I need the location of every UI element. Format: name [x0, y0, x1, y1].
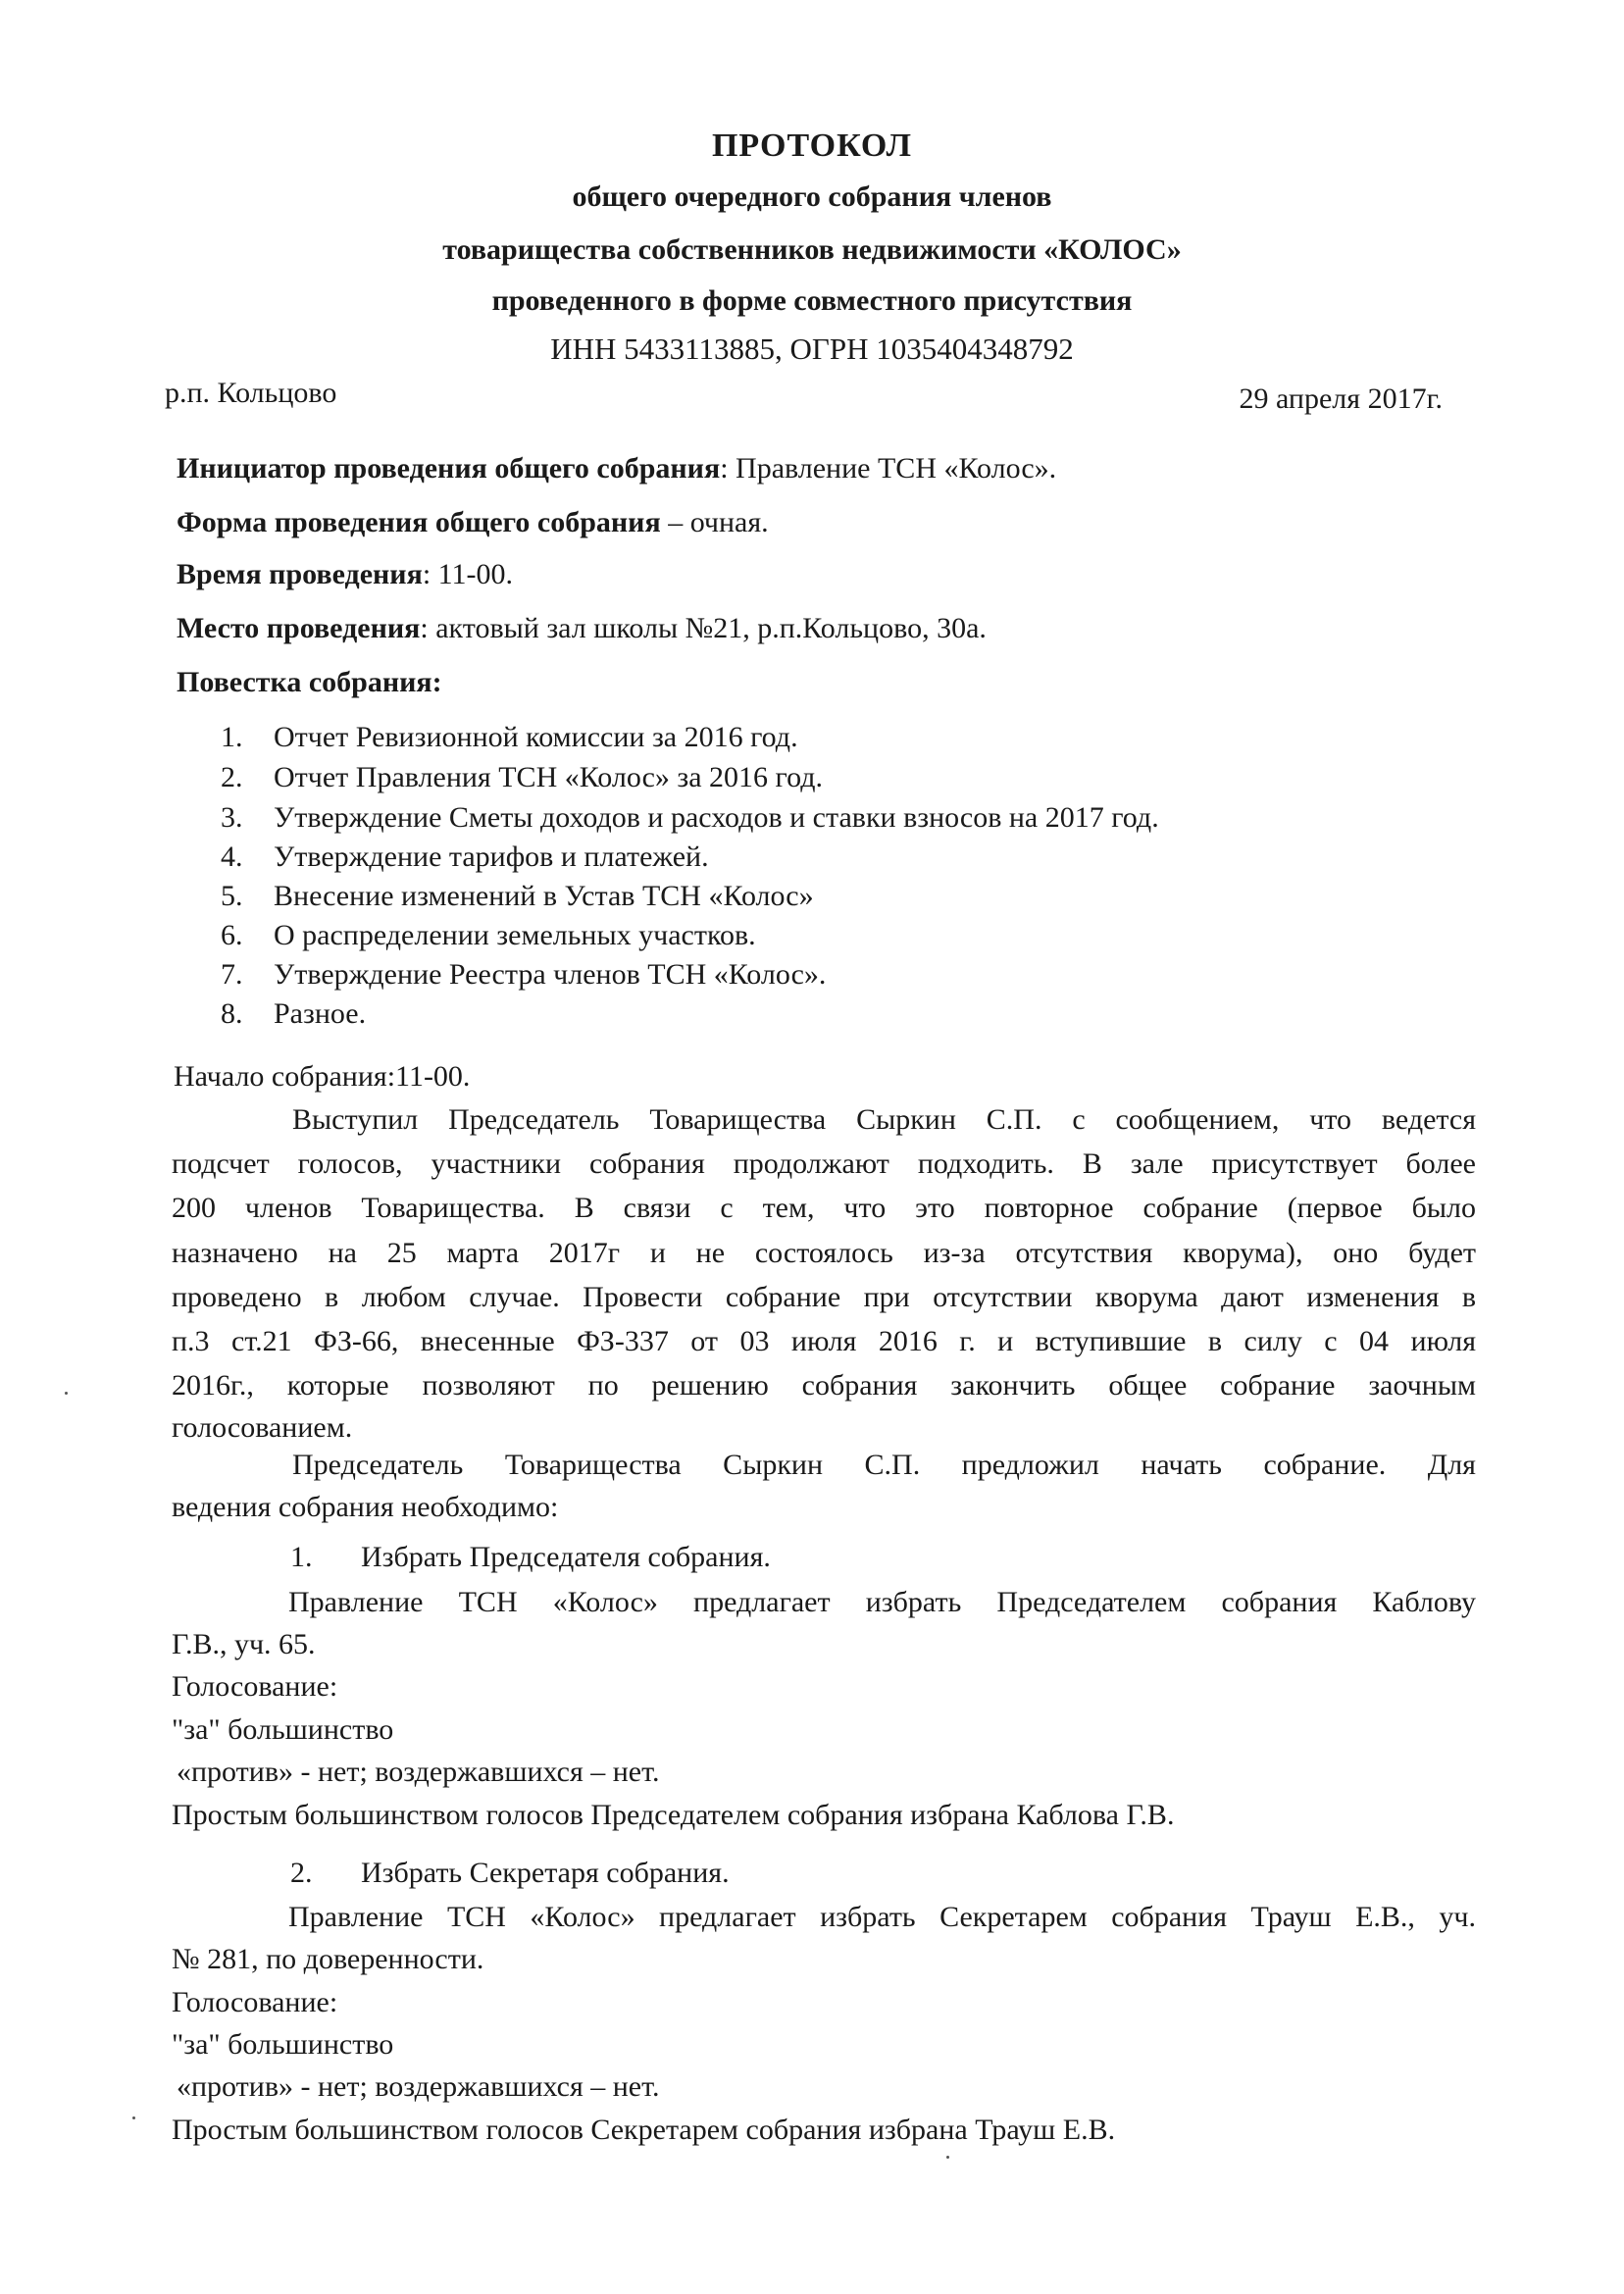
agenda-item-num: 2. — [221, 761, 243, 793]
item1-result: Простым большинством голосов Председателем собрания избрана Каблова Г.В. — [172, 1799, 1175, 1831]
item2-voting: Голосование: — [172, 1986, 338, 2018]
agenda-item-num: 6. — [221, 919, 243, 951]
item1-vote-against: «против» - нет; воздержавшихся – нет. — [177, 1756, 660, 1788]
place: р.п. Кольцово — [165, 377, 337, 409]
agenda-item-num: 3. — [221, 801, 243, 834]
title-line-2: товарищества собственников недвижимости «КОЛОС» — [442, 233, 1182, 266]
agenda-item-num: 4. — [221, 841, 243, 873]
para1-line: 200 членов Товарищества. В связи с тем, что это повторное собрание (первое было — [172, 1192, 1476, 1224]
location-field — [177, 612, 987, 645]
agenda-item-num: 8. — [221, 997, 243, 1030]
meeting-start: Начало собрания:11-00. — [174, 1060, 471, 1093]
location-label: Место проведения — [177, 612, 421, 644]
para1-line: Выступил Председатель Товарищества Сыркин С.П. с сообщением, что ведется — [292, 1103, 1476, 1136]
item2-proposal-line: № 281, по доверенности. — [172, 1943, 484, 1975]
initiator-field — [177, 452, 1056, 485]
agenda-item-text: Утверждение тарифов и платежей. — [274, 841, 709, 873]
agenda-item — [221, 919, 756, 952]
agenda-item-text: Утверждение Сметы доходов и расходов и ставки взносов на 2017 год. — [274, 801, 1159, 834]
initiator-value: : Правление ТСН «Колос». — [720, 452, 1057, 484]
item2-title: Избрать Секретаря собрания. — [361, 1857, 730, 1889]
item2-vote-for: "за" большинство — [172, 2028, 394, 2061]
para1-line: голосованием. — [172, 1411, 353, 1444]
agenda-item — [221, 761, 823, 794]
location-value: : актовый зал школы №21, р.п.Кольцово, 30а. — [420, 612, 987, 644]
time-value: : 11-00. — [422, 558, 514, 590]
agenda-item-num: 7. — [221, 958, 243, 991]
item1-voting: Голосование: — [172, 1670, 338, 1703]
agenda-label: Повестка собрания: — [177, 666, 442, 698]
item1-vote-for: "за" большинство — [172, 1713, 394, 1746]
agenda-item-text: Отчет Правления ТСН «Колос» за 2016 год. — [274, 761, 824, 793]
initiator-label: Инициатор проведения общего собрания — [177, 452, 721, 484]
item1-proposal-line: Г.В., уч. 65. — [172, 1628, 316, 1660]
inn-ogrn: ИНН 5433113885, ОГРН 1035404348792 — [550, 331, 1074, 366]
agenda-item-text: Утверждение Реестра членов ТСН «Колос». — [274, 958, 827, 991]
title-line-3: проведенного в форме совместного присутствия — [491, 284, 1133, 317]
agenda-item-text: Разное. — [274, 997, 367, 1030]
agenda-item-text: Отчет Ревизионной комиссии за 2016 год. — [274, 721, 798, 753]
document-title: ПРОТОКОЛ — [711, 127, 913, 164]
para2-line: ведения собрания необходимо: — [172, 1491, 559, 1523]
para1-line: назначено на 25 марта 2017г и не состоялось из-за отсутствия кворума), оно будет — [172, 1237, 1476, 1269]
scan-speck — [132, 2116, 135, 2119]
agenda-item-num: 1. — [221, 721, 243, 753]
time-field — [177, 558, 513, 591]
para1-line: подсчет голосов, участники собрания продолжают подходить. В зале присутствует более — [172, 1147, 1476, 1180]
agenda-item-num: 5. — [221, 880, 243, 912]
agenda-item — [221, 958, 826, 992]
agenda-heading — [177, 666, 442, 699]
agenda-item — [221, 880, 814, 913]
scan-speck — [946, 2156, 949, 2159]
item2-num: 2. — [290, 1857, 313, 1889]
time-label: Время проведения — [177, 558, 423, 590]
para1-line: проведено в любом случае. Провести собрание при отсутствии кворума дают изменения в — [172, 1281, 1476, 1313]
date: 29 апреля 2017г. — [1239, 382, 1443, 415]
para1-line: п.3 ст.21 ФЗ-66, внесенные ФЗ-337 от 03 июля 2016 г. и вступившие в силу с 04 июля — [172, 1325, 1476, 1357]
item1-proposal-line: Правление ТСН «Колос» предлагает избрать Председателем собрания Каблову — [288, 1586, 1476, 1618]
item1-title: Избрать Председателя собрания. — [361, 1541, 771, 1573]
agenda-item — [221, 997, 366, 1031]
agenda-item — [221, 841, 709, 874]
item2-result: Простым большинством голосов Секретарем собрания избрана Трауш Е.В. — [172, 2114, 1116, 2146]
para1-line: 2016г., которые позволяют по решению собрания закончить общее собрание заочным — [172, 1369, 1476, 1402]
form-label: Форма проведения общего собрания — [177, 506, 661, 538]
agenda-item — [221, 801, 1159, 835]
scan-speck — [65, 1392, 68, 1395]
para2-line: Председатель Товарищества Сыркин С.П. предложил начать собрание. Для — [292, 1449, 1476, 1481]
form-value: – очная. — [660, 506, 769, 538]
form-field — [177, 506, 769, 539]
agenda-item-text: О распределении земельных участков. — [274, 919, 756, 951]
item2-proposal-line: Правление ТСН «Колос» предлагает избрать Секретарем собрания Трауш Е.В., уч. — [288, 1901, 1476, 1933]
item2-vote-against: «против» - нет; воздержавшихся – нет. — [177, 2070, 660, 2103]
agenda-item-text: Внесение изменений в Устав ТСН «Колос» — [274, 880, 814, 912]
item1-num: 1. — [290, 1541, 313, 1573]
title-line-1: общего очередного собрания членов — [572, 180, 1052, 213]
agenda-item — [221, 721, 798, 754]
